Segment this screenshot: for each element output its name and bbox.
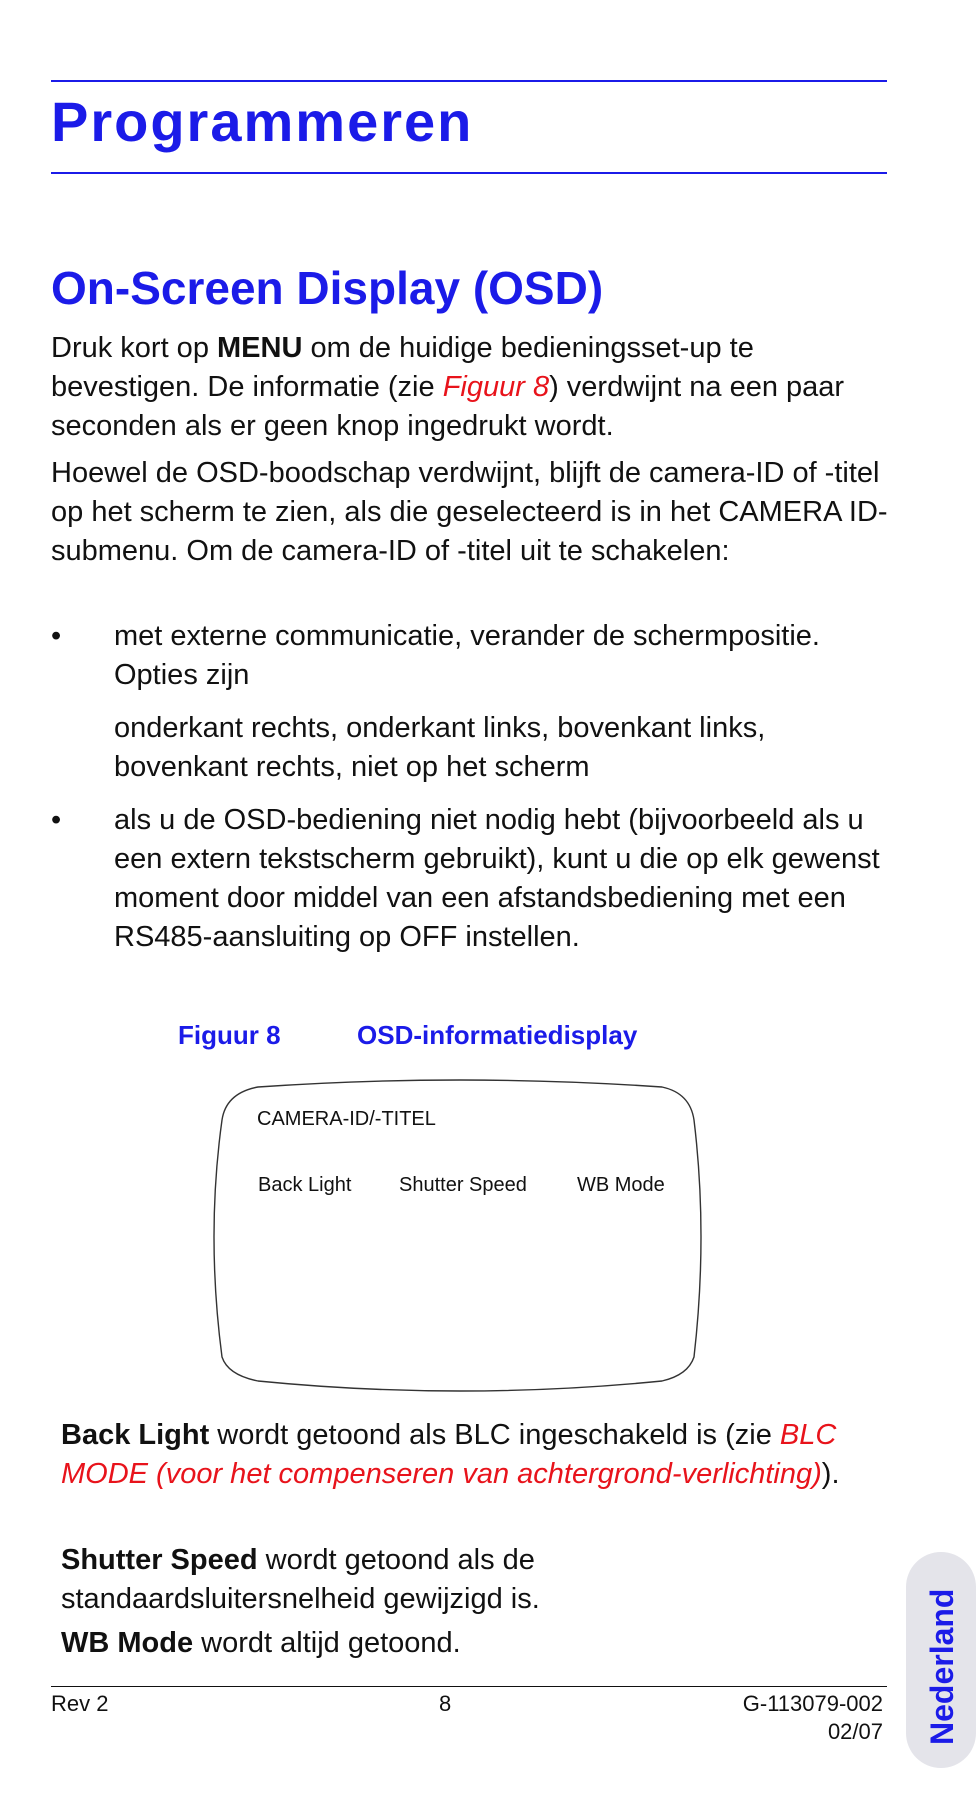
osd-item-back-light: Back Light xyxy=(258,1174,352,1196)
menu-term: MENU xyxy=(217,332,303,364)
figure-8-link[interactable]: Figuur 8 xyxy=(442,371,550,403)
back-light-description xyxy=(61,1416,891,1494)
bullet-2-mark: • xyxy=(51,804,62,836)
bullet-1-text: met externe communicatie, verander de schermpositie. Opties zijn xyxy=(114,620,820,691)
intro-paragraph-2: Hoewel de OSD-boodschap verdwijnt, blijft de camera-ID of -titel op het scherm te zien, als die geselecteerd is in het CAMERA ID-submenu. Om de camera-ID of -titel uit te schakelen: xyxy=(51,457,888,567)
page-title: Programmeren xyxy=(51,90,474,153)
bullet-1-mark: • xyxy=(51,620,62,652)
figure-number: Figuur 8 xyxy=(178,1020,281,1050)
osd-item-wb-mode: WB Mode xyxy=(577,1174,665,1196)
blc-mode-link[interactable]: BLC MODE (voor het compenseren van achtergrond-verlichting) xyxy=(61,1419,837,1490)
header-bottom-rule xyxy=(51,172,887,174)
figure-caption: OSD-informatiedisplay xyxy=(357,1020,638,1050)
wb-mode-term: WB Mode xyxy=(61,1627,194,1659)
shutter-speed-text: wordt getoond als de standaardsluitersnelheid gewijzigd is. xyxy=(61,1544,540,1615)
back-light-text-a: wordt getoond als BLC ingeschakeld is (zie xyxy=(209,1419,780,1451)
footer-rule xyxy=(51,1686,887,1687)
wb-mode-text: wordt altijd getoond. xyxy=(193,1627,461,1659)
section-title: On-Screen Display (OSD) xyxy=(51,262,604,314)
language-side-tab-label: Nederland xyxy=(924,1588,960,1745)
bullet-1-subtext: onderkant rechts, onderkant links, bovenkant links, bovenkant rechts, niet op het scherm xyxy=(114,712,766,783)
footer-document-number: G-113079-002 xyxy=(742,1691,883,1716)
header-top-rule xyxy=(51,80,887,82)
intro-text-c: ) verdwijnt na een paar seconden als er geen knop ingedrukt wordt. xyxy=(51,371,845,442)
footer-page-number: 8 xyxy=(439,1691,452,1716)
osd-item-shutter-speed: Shutter Speed xyxy=(399,1174,527,1196)
back-light-term: Back Light xyxy=(61,1419,210,1451)
wb-mode-description xyxy=(61,1624,891,1663)
osd-camera-title: CAMERA-ID/-TITEL xyxy=(257,1108,436,1130)
intro-paragraph-1 xyxy=(51,329,891,446)
footer-date: 02/07 xyxy=(827,1719,883,1744)
back-light-text-b: ). xyxy=(821,1458,840,1490)
intro-text-b: om de huidige bedieningsset-up te bevestigen. De informatie (zie xyxy=(51,332,754,403)
bullet-2-text: als u de OSD-bediening niet nodig hebt (bijvoorbeeld als u een extern tekstscherm gebruikt), kunt u die op elk gewenst moment door middel van een afstandsbediening met een RS485-aansluiting op OFF instellen. xyxy=(114,804,880,953)
intro-text-a: Druk kort op xyxy=(51,332,217,364)
shutter-speed-term: Shutter Speed xyxy=(61,1544,258,1576)
footer-revision: Rev 2 xyxy=(51,1691,109,1716)
shutter-speed-description xyxy=(61,1541,621,1619)
